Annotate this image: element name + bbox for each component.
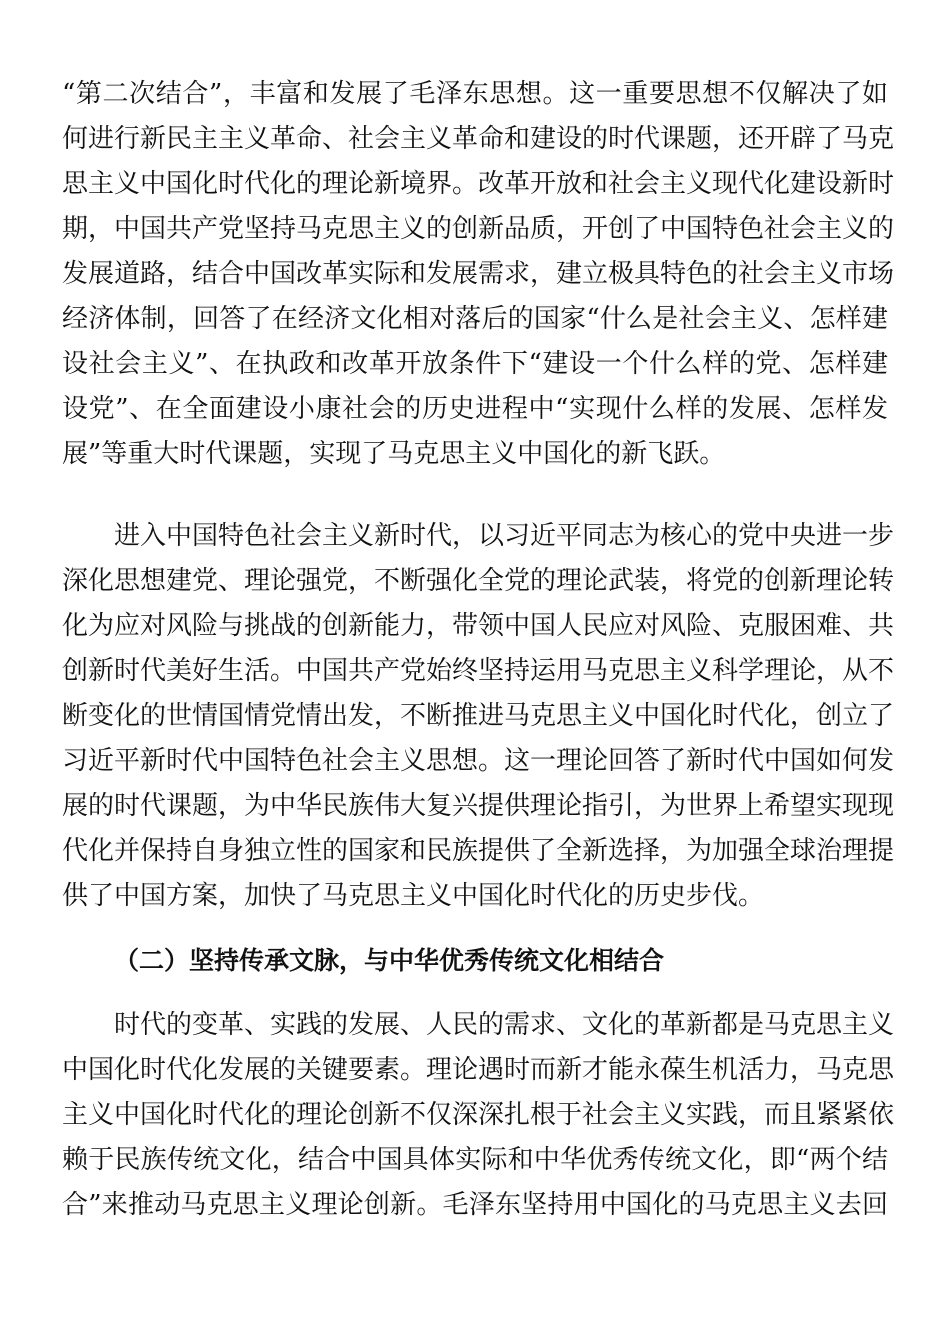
paragraph-2-line-5: 断变化的世情国情党情出发，不断推进马克思主义中国化时代化，创立了 [62, 701, 895, 731]
paragraph-1-line-4: 期，中国共产党坚持马克思主义的创新品质，开创了中国特色社会主义的 [62, 214, 895, 244]
section-heading: （二）坚持传承文脉，与中华优秀传统文化相结合 [114, 946, 665, 975]
paragraph-3-line-3: 主义中国化时代化的理论创新不仅深深扎根于社会主义实践，而且紧紧依 [62, 1100, 895, 1130]
paragraph-1-line-2: 何进行新民主主义革命、社会主义革命和建设的时代课题，还开辟了马克 [62, 124, 895, 154]
paragraph-1-line-7: 设社会主义”、在执政和改革开放条件下“建设一个什么样的党、怎样建 [62, 349, 888, 379]
paragraph-3-line-5: 合”来推动马克思主义理论创新。毛泽东坚持用中国化的马克思主义去回 [62, 1190, 888, 1220]
paragraph-2-line-8: 代化并保持自身独立性的国家和民族提供了全新选择，为加强全球治理提 [62, 836, 895, 866]
paragraph-3-line-2: 中国化时代化发展的关键要素。理论遇时而新才能永葆生机活力，马克思 [62, 1055, 895, 1085]
paragraph-2-line-9: 供了中国方案，加快了马克思主义中国化时代化的历史步伐。 [62, 881, 765, 911]
paragraph-2-line-1: 进入中国特色社会主义新时代，以习近平同志为核心的党中央进一步 [114, 521, 895, 551]
paragraph-2-line-4: 创新时代美好生活。中国共产党始终坚持运用马克思主义科学理论，从不 [62, 656, 895, 686]
paragraph-3-line-1: 时代的变革、实践的发展、人民的需求、文化的革新都是马克思主义 [114, 1010, 895, 1040]
paragraph-2-line-2: 深化思想建党、理论强党，不断强化全党的理论武装，将党的创新理论转 [62, 566, 895, 596]
paragraph-3-line-4: 赖于民族传统文化，结合中国具体实际和中华优秀传统文化，即“两个结 [62, 1145, 888, 1175]
paragraph-2-line-6: 习近平新时代中国特色社会主义思想。这一理论回答了新时代中国如何发 [62, 746, 895, 776]
paragraph-1-line-8: 设党”、在全面建设小康社会的历史进程中“实现什么样的发展、怎样发 [62, 394, 888, 424]
paragraph-1-line-3: 思主义中国化时代化的理论新境界。改革开放和社会主义现代化建设新时 [62, 169, 895, 199]
paragraph-1-line-1: “第二次结合”，丰富和发展了毛泽东思想。这一重要思想不仅解决了如 [62, 79, 888, 109]
paragraph-1-line-5: 发展道路，结合中国改革实际和发展需求，建立极具特色的社会主义市场 [62, 259, 895, 289]
paragraph-2-line-7: 展的时代课题，为中华民族伟大复兴提供理论指引，为世界上希望实现现 [62, 791, 895, 821]
paragraph-1-line-6: 经济体制，回答了在经济文化相对落后的国家“什么是社会主义、怎样建 [62, 304, 888, 334]
paragraph-2-line-3: 化为应对风险与挑战的创新能力，带领中国人民应对风险、克服困难、共 [62, 611, 895, 641]
paragraph-1-line-9: 展”等重大时代课题，实现了马克思主义中国化的新飞跃。 [62, 439, 726, 469]
